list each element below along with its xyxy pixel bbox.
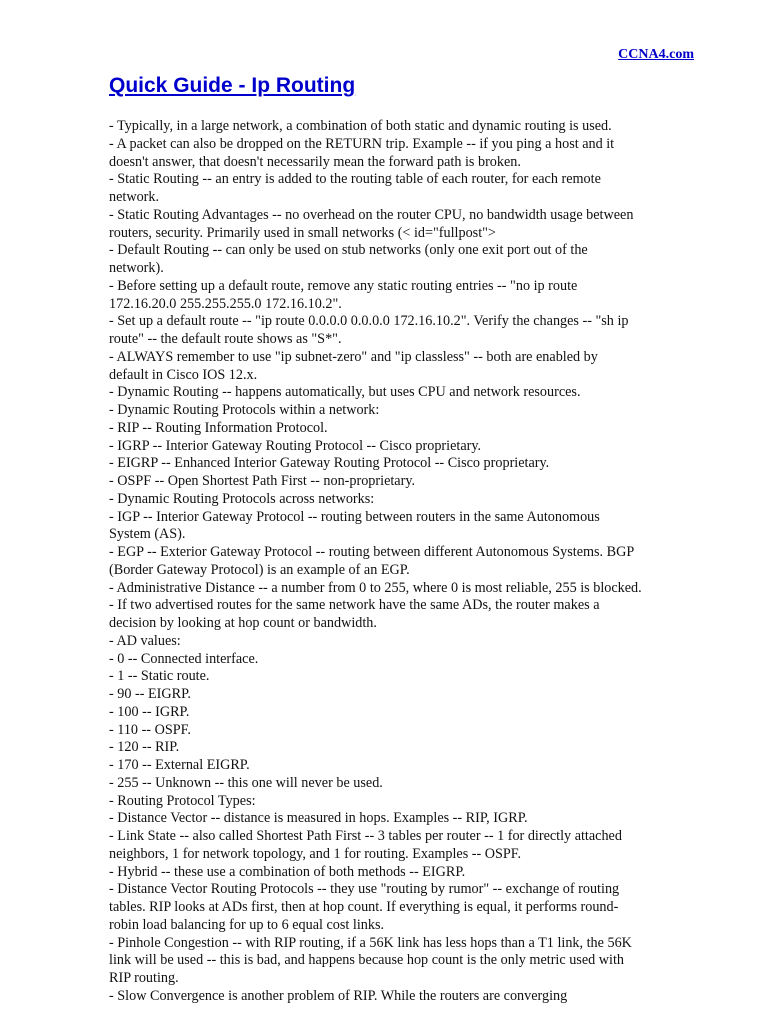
text-line: - Default Routing -- can only be used on stub networks (only one exit port out of the bbox=[109, 242, 588, 259]
text-line: - Static Routing -- an entry is added to the routing table of each router, for each remote bbox=[109, 171, 601, 188]
text-line: - A packet can also be dropped on the RETURN trip. Example -- if you ping a host and it bbox=[109, 135, 615, 152]
text-line: tables. RIP looks at ADs first, then at hop count. If everything is equal, it performs round- bbox=[109, 899, 619, 915]
text-line: doesn't answer, that doesn't necessarily mean the forward path is broken. bbox=[109, 153, 521, 170]
text-line: neighbors, 1 for network topology, and 1 for routing. Examples -- OSPF. bbox=[109, 845, 522, 862]
text-line: - Pinhole Congestion -- with RIP routing, if a 56K link has less hops than a T1 link, the 56K bbox=[109, 934, 632, 951]
text-line: routers, security. Primarily used in small networks (< id="fullpost"> bbox=[109, 224, 496, 241]
text-line: - Link State -- also called Shortest Path First -- 3 tables per router -- 1 for directly attached bbox=[109, 828, 622, 844]
text-line: - RIP -- Routing Information Protocol. bbox=[109, 419, 328, 436]
text-line: - Hybrid -- these use a combination of both methods -- EIGRP. bbox=[109, 863, 466, 880]
text-line: (Border Gateway Protocol) is an example of an EGP. bbox=[109, 561, 410, 578]
text-line: - 255 -- Unknown -- this one will never be used. bbox=[109, 774, 383, 791]
text-line: - EGP -- Exterior Gateway Protocol -- routing between different Autonomous Systems. BGP bbox=[109, 544, 635, 560]
text-line: RIP routing. bbox=[109, 970, 179, 986]
text-line: - 170 -- External EIGRP. bbox=[109, 757, 250, 773]
text-line: - Static Routing Advantages -- no overhead on the router CPU, no bandwidth usage between bbox=[109, 206, 634, 223]
article-body bbox=[109, 118, 699, 1006]
text-line: - Before setting up a default route, remove any static routing entries -- "no ip route bbox=[109, 277, 578, 294]
text-line: - 0 -- Connected interface. bbox=[109, 650, 259, 667]
text-line: - AD values: bbox=[109, 632, 181, 649]
text-line: - 110 -- OSPF. bbox=[109, 721, 191, 738]
text-line: link will be used -- this is bad, and happens because hop count is the only metric used with bbox=[109, 952, 624, 969]
text-line: robin load balancing for up to 6 equal cost links. bbox=[109, 916, 385, 933]
text-line: - 1 -- Static route. bbox=[109, 668, 210, 685]
text-line: - 120 -- RIP. bbox=[109, 739, 180, 756]
text-line: - OSPF -- Open Shortest Path First -- non-proprietary. bbox=[109, 473, 416, 489]
text-line: - Set up a default route -- "ip route 0.0.0.0 0.0.0.0 172.16.10.2". Verify the changes -- "sh ip bbox=[109, 313, 629, 330]
text-line: - IGRP -- Interior Gateway Routing Protocol -- Cisco proprietary. bbox=[109, 437, 482, 454]
text-line: network). bbox=[109, 260, 164, 276]
text-line: - Typically, in a large network, a combination of both static and dynamic routing is used. bbox=[109, 118, 612, 134]
text-line: - Slow Convergence is another problem of RIP. While the routers are converging bbox=[109, 987, 568, 1004]
text-line: route" -- the default route shows as "S*". bbox=[109, 331, 342, 347]
text-line: - IGP -- Interior Gateway Protocol -- routing between routers in the same Autonomous bbox=[109, 508, 600, 525]
text-line: default in Cisco IOS 12.x. bbox=[109, 366, 258, 383]
text-line: - Dynamic Routing Protocols within a network: bbox=[109, 402, 380, 418]
text-line: - Routing Protocol Types: bbox=[109, 792, 256, 809]
text-line: - 90 -- EIGRP. bbox=[109, 686, 191, 702]
text-line: - Administrative Distance -- a number from 0 to 255, where 0 is most reliable, 255 is blocked. bbox=[109, 579, 642, 596]
site-link[interactable]: CCNA4.com bbox=[618, 47, 694, 62]
text-line: - EIGRP -- Enhanced Interior Gateway Routing Protocol -- Cisco proprietary. bbox=[109, 455, 550, 472]
text-line: - ALWAYS remember to use "ip subnet-zero" and "ip classless" -- both are enabled by bbox=[109, 348, 598, 365]
text-line: - If two advertised routes for the same network have the same ADs, the router makes a bbox=[109, 597, 600, 614]
page-title[interactable]: Quick Guide - Ip Routing bbox=[109, 74, 356, 97]
text-line: System (AS). bbox=[109, 526, 186, 543]
text-line: - Distance Vector -- distance is measured in hops. Examples -- RIP, IGRP. bbox=[109, 810, 528, 827]
text-line: - 100 -- IGRP. bbox=[109, 703, 190, 720]
text-line: 172.16.20.0 255.255.255.0 172.16.10.2". bbox=[109, 295, 342, 312]
text-line: - Dynamic Routing -- happens automatically, but uses CPU and network resources. bbox=[109, 384, 581, 401]
text-line: - Distance Vector Routing Protocols -- they use "routing by rumor" -- exchange of routing bbox=[109, 881, 620, 898]
text-line: network. bbox=[109, 189, 160, 205]
text-line: - Dynamic Routing Protocols across networks: bbox=[109, 490, 375, 507]
text-line: decision by looking at hop count or bandwidth. bbox=[109, 615, 377, 631]
